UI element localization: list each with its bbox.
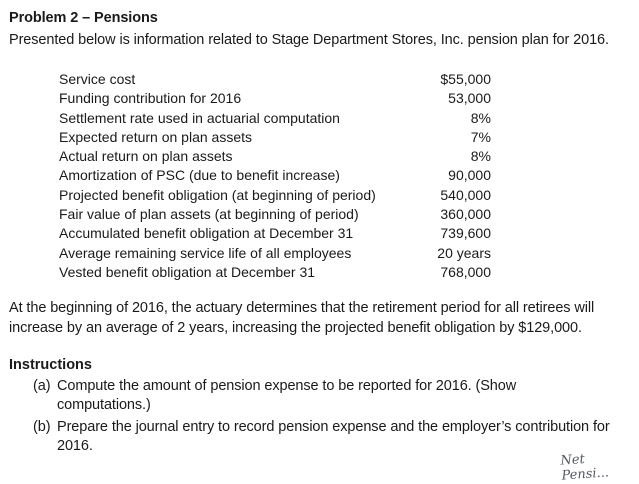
actuary-paragraph: At the beginning of 2016, the actuary determines that the retirement period for all retirees will increase by an average of 2 years, increasing the projected benefit obligation by $129,000. [9, 300, 595, 336]
table-row [59, 224, 499, 243]
table-row [59, 186, 499, 205]
row-label: Average remaining service life of all employees [59, 244, 352, 261]
table-row [59, 109, 499, 128]
row-label: Projected benefit obligation (at beginning of period) [59, 186, 376, 203]
table-row [59, 166, 499, 185]
row-value: 7% [470, 128, 491, 145]
instruction-marker: (a) [33, 378, 51, 394]
row-value: 90,000 [448, 167, 491, 184]
row-label: Vested benefit obligation at December 31 [59, 263, 316, 280]
table-row [59, 89, 499, 108]
row-value: 360,000 [440, 206, 491, 223]
instruction-marker: (b) [33, 419, 51, 435]
table-row [59, 263, 499, 282]
table-row [59, 205, 499, 224]
row-label: Funding contribution for 2016 [59, 90, 242, 107]
row-value: 53,000 [448, 90, 491, 107]
row-value: 8% [470, 109, 491, 126]
instruction-text: Compute the amount of pension expense to be reported for 2016. (Show computations.) [57, 378, 517, 413]
row-label: Expected return on plan assets [59, 128, 253, 145]
table-row [59, 128, 499, 147]
problem-subtitle: Presented below is information related to Stage Department Stores, Inc. pension plan for 2016. [9, 32, 609, 48]
table-row [59, 244, 499, 263]
table-row [59, 70, 499, 89]
handwritten-note [560, 450, 609, 483]
row-value: 8% [470, 148, 491, 165]
row-value: 739,600 [440, 225, 491, 242]
row-label: Accumulated benefit obligation at December 31 [59, 225, 354, 242]
instructions-heading: Instructions [9, 357, 92, 373]
row-label: Service cost [59, 71, 136, 87]
problem-title: Problem 2 – Pensions [9, 10, 158, 26]
row-label: Amortization of PSC (due to benefit increase) [59, 167, 340, 184]
instruction-item-b [33, 418, 613, 456]
row-value: 20 years [437, 244, 491, 261]
row-label: Settlement rate used in actuarial computation [59, 109, 340, 126]
row-label: Fair value of plan assets (at beginning of period) [59, 206, 359, 223]
table-row [59, 147, 499, 166]
row-value: 768,000 [440, 263, 491, 280]
row-label: Actual return on plan assets [59, 148, 233, 165]
row-value: 540,000 [440, 186, 491, 203]
handwritten-note-line: Pensi... [561, 465, 610, 484]
row-value: $55,000 [440, 71, 491, 87]
handwritten-note-line: Net [560, 451, 586, 469]
instruction-text: Prepare the journal entry to record pension expense and the employer’s contribution for 2016. [57, 419, 610, 454]
instruction-item-a [33, 377, 613, 415]
pension-data-table [59, 70, 499, 282]
